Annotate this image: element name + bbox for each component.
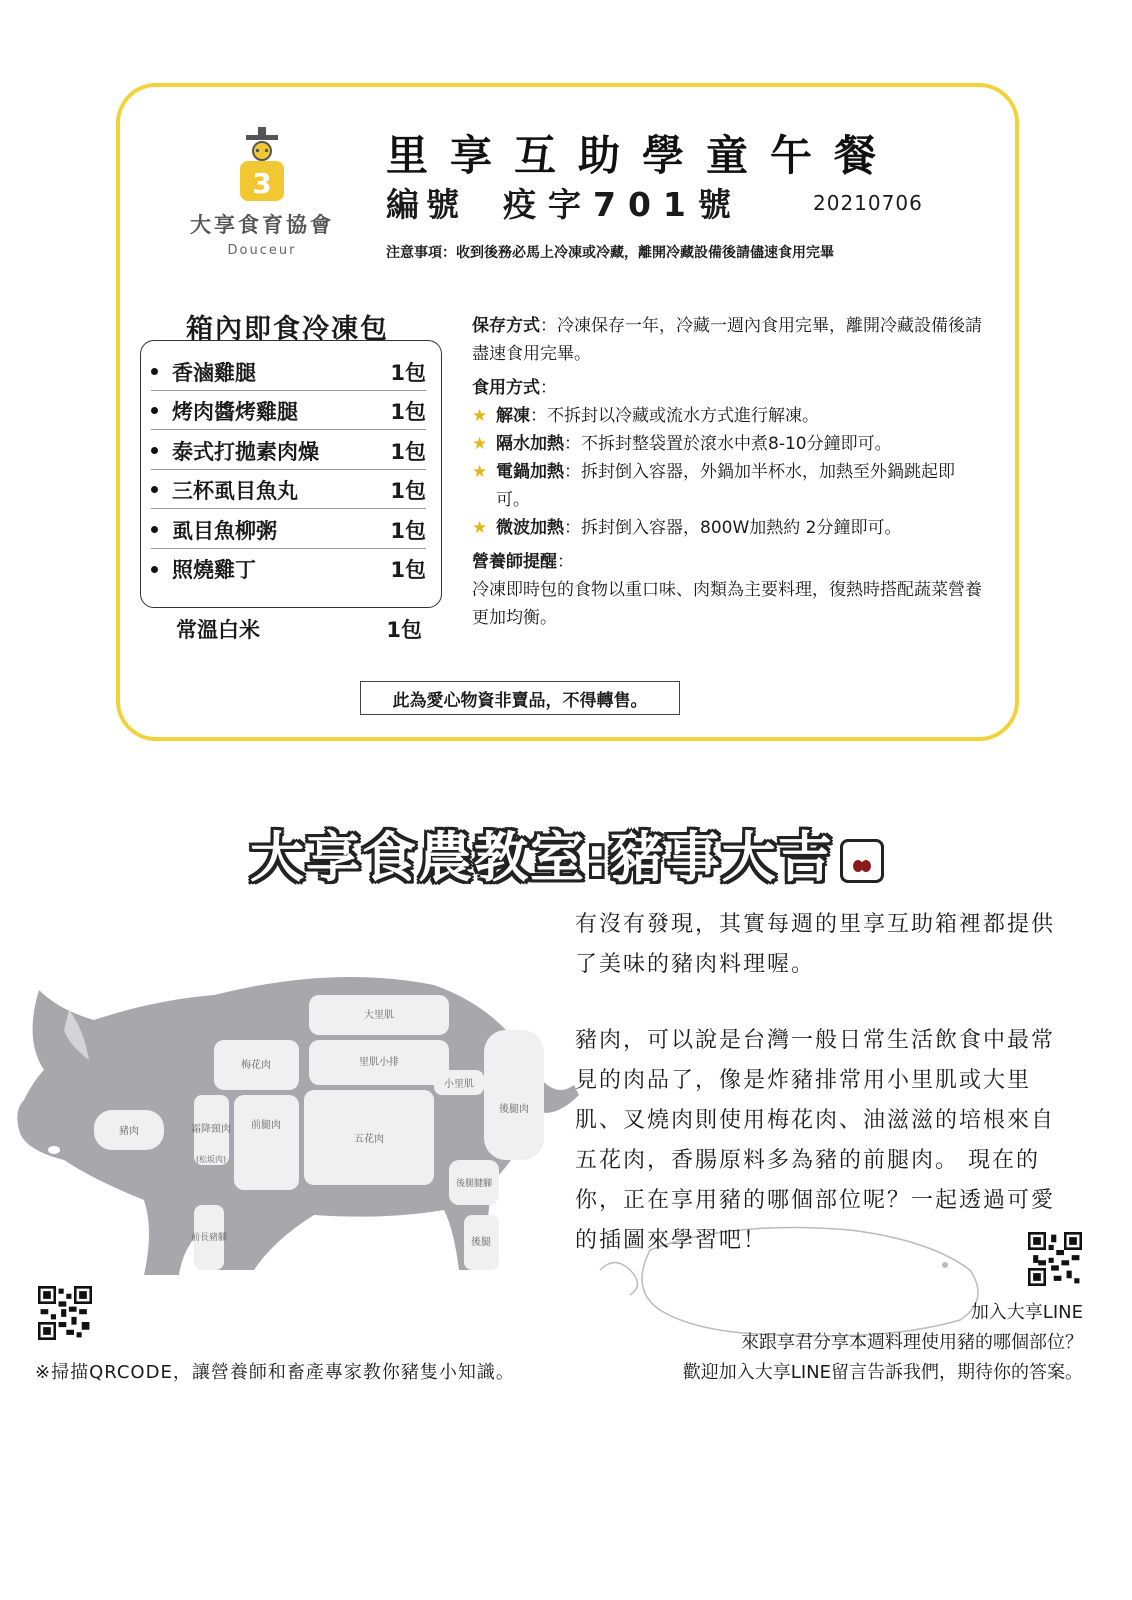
label-hind-shank: 後腿腱腳 (455, 1179, 493, 1189)
usage-heading: 食用方式： (472, 378, 557, 398)
story-paragraph-2: 豬肉，可以說是台灣一般日常生活飲食中最常見的肉品了，像是炸豬排常用小里肌或大里肌、叉燒肉則使用梅花肉、油滋滋的培根來自五花肉，香腸原料多為豬的前腿肉。 現在的你，正在享用豬的哪個部位呢？一起透過可愛的插圖來學習吧！ (575, 1028, 1056, 1253)
list-item: 泰式打拋素肉燥 1包 (151, 432, 426, 470)
label-jowl: 霜降頸肉 (191, 1124, 231, 1135)
dietitian-heading: 營養師提醒： (472, 552, 574, 572)
list-item: 香滷雞腿 1包 (151, 353, 426, 391)
label-loin: 大里肌 (364, 1010, 394, 1021)
list-item: 三杯虱目魚丸 1包 (151, 471, 426, 509)
pig-face-icon (840, 839, 884, 883)
story-paragraph-1: 有沒有發現，其實每週的里享互助箱裡都提供了美味的豬肉料理喔。 (575, 912, 1056, 977)
line-qr-code-icon[interactable] (1028, 1232, 1082, 1286)
dietitian-text: 冷凍即時包的食物以重口味、肉類為主要料理，復熱時搭配蔬菜營養更加均衡。 (472, 580, 982, 628)
label-cheek: 豬肉 (119, 1126, 139, 1137)
list-item: 烤肉醬烤雞腿 1包 (151, 392, 426, 430)
no-sale-notice: 此為愛心物資非賣品，不得轉售。 (360, 681, 680, 715)
storage-info: 保存方式：冷凍保存一年，冷藏一週內食用完畢，離開冷藏設備後請盡速食用完畢。 (472, 316, 982, 364)
pig-cuts-diagram (14, 950, 589, 1300)
svg-text:3: 3 (252, 167, 272, 200)
join-line-2: 來跟享君分享本週料理使用豬的哪個部位？ (741, 1332, 1083, 1353)
lunch-info-card (116, 83, 1019, 741)
notice-text: 注意事項：收到後務必馬上冷凍或冷藏，離開冷藏設備後請儘速食用完畢 (386, 245, 834, 261)
usage-info (472, 312, 982, 638)
label-rib: 里肌小排 (359, 1057, 399, 1068)
label-hind-leg: 後腿 (471, 1237, 491, 1248)
join-line-1: 加入大享LINE (970, 1302, 1083, 1323)
star-icon: ★ (472, 406, 488, 426)
join-line-text (683, 1298, 1083, 1388)
method-thaw: ★ 解凍：不拆封以冷藏或流水方式進行解凍。 (472, 402, 982, 430)
scan-qr-text: ※掃描QRCODE，讓營養師和畜產專家教你豬隻小知識。 (35, 1362, 515, 1383)
label-foreshank: 前腿肉 (251, 1120, 281, 1131)
org-logo (182, 127, 342, 258)
method-rice-cooker: ★ 電鍋加熱：拆封倒入容器，外鍋加半杯水，加熱至外鍋跳起即可。 (472, 458, 982, 514)
code-prefix: 編號 (386, 185, 466, 224)
star-icon: ★ (472, 462, 488, 482)
rice-item: 常溫白米 1包 (176, 618, 422, 642)
mascot-logo-icon (232, 127, 292, 203)
pack-item-list (140, 340, 442, 608)
method-microwave: ★ 微波加熱：拆封倒入容器，800W加熱約 2分鐘即可。 (472, 514, 982, 542)
method-boil: ★ 隔水加熱：不拆封整袋置於滾水中煮8-10分鐘即可。 (472, 430, 982, 458)
lesson-story (575, 905, 1055, 1297)
serial-code (386, 179, 743, 226)
label-front-leg: 前長豬腳 (190, 1233, 228, 1243)
date-label: 20210706 (813, 191, 923, 215)
pig-nostril (48, 1146, 60, 1154)
list-item: 虱目魚柳粥 1包 (151, 511, 426, 549)
label-ham: 後腿肉 (499, 1104, 529, 1115)
page-title: 里享互助學童午餐 (386, 131, 899, 180)
star-icon: ★ (472, 434, 488, 454)
code-value: 疫字701號 (502, 185, 743, 224)
qr-code-icon[interactable] (38, 1286, 92, 1340)
lesson-headline: 大享食農教室:豬事大吉 (250, 815, 884, 892)
cut-ham (484, 1030, 544, 1160)
cut-foreshank (234, 1095, 299, 1190)
org-name-en: Douceur (227, 243, 297, 258)
label-tenderloin: 小里肌 (444, 1079, 474, 1090)
org-name: 大享食育協會 (190, 213, 334, 237)
pack-title: 箱內即食冷凍包 (186, 314, 389, 345)
star-icon: ★ (472, 518, 488, 538)
label-jowl-alt: (松坂肉) (195, 1155, 227, 1164)
label-belly: 五花肉 (354, 1134, 384, 1145)
list-item: 照燒雞丁 1包 (151, 550, 426, 588)
label-collar: 梅花肉 (241, 1060, 271, 1071)
join-line-3: 歡迎加入大享LINE留言告訴我們，期待你的答案。 (682, 1362, 1083, 1383)
